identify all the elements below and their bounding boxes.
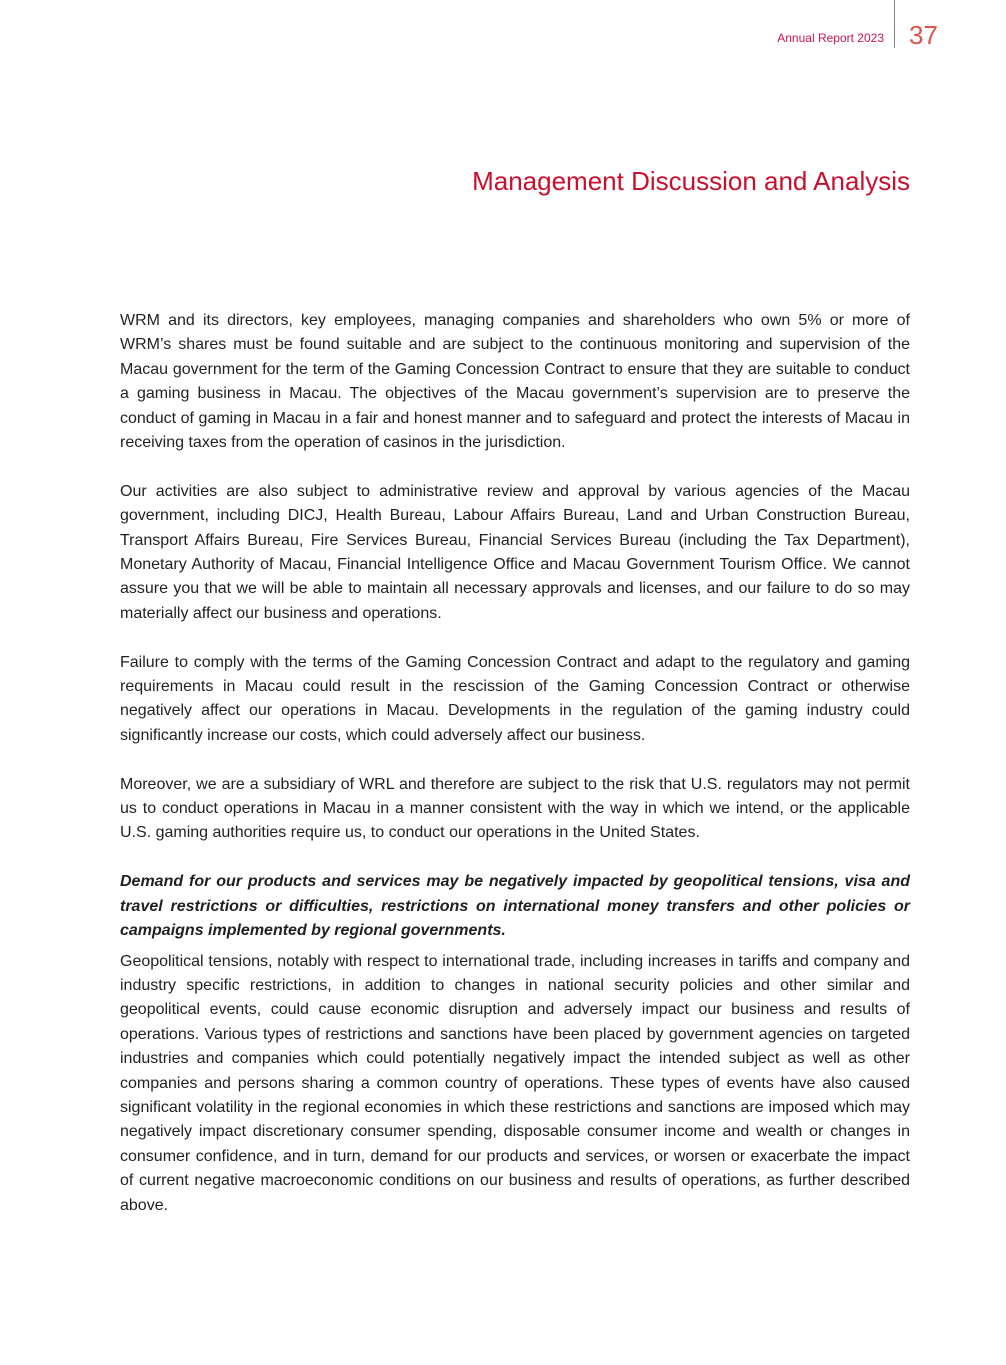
paragraph: WRM and its directors, key employees, managing companies and shareholders who own 5% or more of WRM’s shares must be found suitable and are subject to the continuous monitoring and supervision of the Macau government for the term of the Gaming Concession Contract to ensure that they are suitable to conduct a gaming business in Macau. The objectives of the Macau government’s supervision are to preserve the conduct of gaming in Macau in a fair and honest manner and to safeguard and protect the interests of Macau in receiving taxes from the operation of casinos in the jurisdiction. <box>120 312 910 452</box>
body-text <box>120 309 910 1242</box>
paragraph: Our activities are also subject to administrative review and approval by various agencies of the Macau government, including DICJ, Health Bureau, Labour Affairs Bureau, Land and Urban Construction Bureau, Transport Affairs Bureau, Fire Services Bureau, Financial Services Bureau (including the Tax Department), Monetary Authority of Macau, Financial Intelligence Office and Macau Government Tourism Office. We cannot assure you that we will be able to maintain all necessary approvals and licenses, and our failure to do so may materially affect our business and operations. <box>120 482 910 622</box>
paragraph: Moreover, we are a subsidiary of WRL and therefore are subject to the risk that U.S. regulators may not permit us to conduct operations in Macau in a manner consistent with the way in which we intend, or the applicable U.S. gaming authorities require us, to conduct our operations in the United States. <box>120 775 910 842</box>
page-number: 37 <box>909 20 938 50</box>
header-divider <box>894 0 895 48</box>
report-label: Annual Report 2023 <box>777 31 884 45</box>
page-title: Management Discussion and Analysis <box>472 166 910 196</box>
section-heading: Demand for our products and services may be negatively impacted by geopolitical tensions, visa and travel restrictions or difficulties, restrictions on international money transfers and other policies or campaigns implemented by regional governments. <box>120 873 910 940</box>
paragraph: Geopolitical tensions, notably with respect to international trade, including increases in tariffs and company and industry specific restrictions, in addition to changes in national security policies and other similar and geopolitical events, could cause economic disruption and adversely impact our business and results of operations. Various types of restrictions and sanctions have been placed by government agencies on targeted industries and companies which could potentially negatively impact the intended subject as well as other companies and persons sharing a common country of operations. These types of events have also caused significant volatility in the regional economies in which these restrictions and sanctions are imposed which may negatively impact discretionary consumer spending, disposable consumer income and wealth or changes in consumer confidence, and in turn, demand for our products and services, or worsen or exacerbate the impact of current negative macroeconomic conditions on our business and results of operations, as further described above. <box>120 952 910 1214</box>
paragraph: Failure to comply with the terms of the Gaming Concession Contract and adapt to the regulatory and gaming requirements in Macau could result in the rescission of the Gaming Concession Contract or otherwise negatively affect our operations in Macau. Developments in the regulation of the gaming industry could significantly increase our costs, which could adversely affect our business. <box>120 653 910 744</box>
